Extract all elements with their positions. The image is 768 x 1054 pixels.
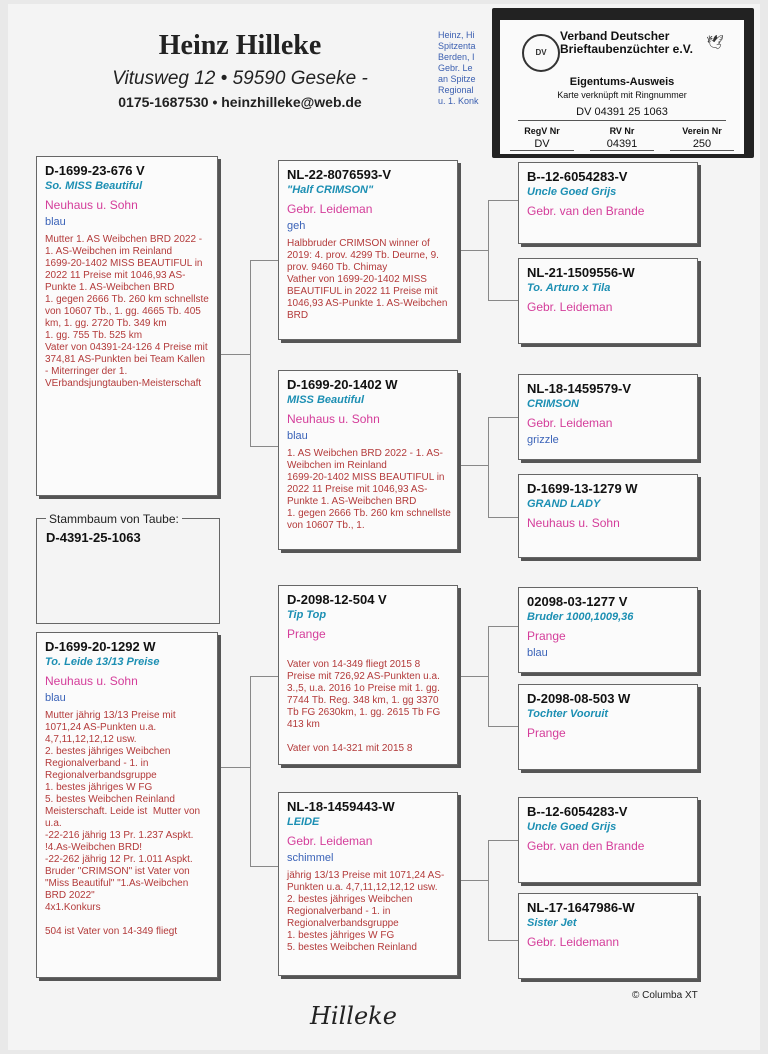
- breeder: Neuhaus u. Sohn: [287, 412, 380, 426]
- connector: [488, 417, 518, 418]
- side-text-line: Regional: [438, 85, 474, 95]
- connector: [488, 300, 518, 301]
- pigeon-name: LEIDE: [287, 816, 320, 828]
- ring-number: B--12-6054283-V: [527, 804, 628, 819]
- pigeon-name: GRAND LADY: [527, 498, 601, 510]
- pigeon-paternal-grandmother: [278, 370, 458, 550]
- copyright: © Columba XT: [632, 990, 698, 1001]
- card-subtitle: Karte verknüpft mit Ringnummer: [557, 90, 687, 100]
- feather-color: blau: [45, 216, 66, 228]
- breeder-address: Vitusweg 12 • 59590 Geseke -: [112, 68, 368, 89]
- breeder: Prange: [287, 627, 326, 641]
- performance-notes: 1. AS Weibchen BRD 2022 - 1. AS-Weibchen im Reinland 1699-20-1402 MISS BEAUTIFUL in 2022 11 Preise mit 1046,93 AS-Punkte 1. AS-Weibchen BRD 1. gegen 2666 Tb. 260 km schnellste von 10607 Tb., 1.: [287, 448, 451, 531]
- pigeon-name: To. Arturo x Tila: [527, 282, 611, 294]
- pigeon-name: MISS Beautiful: [287, 394, 365, 406]
- ring-number: D-1699-23-676 V: [45, 163, 145, 178]
- breeder-contact: 0175-1687530 • heinzhilleke@web.de: [118, 94, 362, 110]
- connector: [250, 446, 278, 447]
- ring-number: NL-17-1647986-W: [527, 900, 635, 915]
- breeder: Gebr. van den Brande: [527, 839, 645, 853]
- connector: [488, 517, 518, 518]
- card-org-line: Brieftaubenzüchter e.V.: [560, 42, 693, 56]
- pigeon-name: CRIMSON: [527, 398, 579, 410]
- connector: [250, 260, 251, 446]
- card-column-header: Verein Nr: [682, 126, 722, 136]
- connector: [488, 940, 518, 941]
- ownership-card-inner: [500, 20, 744, 154]
- breeder: Prange: [527, 629, 566, 643]
- ring-number: NL-21-1509556-W: [527, 265, 635, 280]
- feather-color: grizzle: [527, 434, 559, 446]
- performance-notes: Mutter jährig 13/13 Preise mit 1071,24 AS-Punkten u.a. 4,7,11,12,12,12 usw. 2. bestes jähriges Weibchen Regionalverband - 1. in Regionalverbandsgruppe 1. bestes jähriges W FG 5. bestes Weibchen Reinland Meisterschaft. Leide ist Mutter von u.a. -22-216 jährig 13 Pr. 1.237 Aspkt. !4.As-Weibchen BRD! -22-262 jährig 12 Pr. 1.011 Aspkt. Bruder "CRIMSON" ist Vater von "Miss Beautiful" "1.As-Weibchen BRD 2022" 4x1.Konkurs 504 ist Vater von 14-349 fliegt: [45, 710, 201, 937]
- card-column-regv: [510, 126, 574, 151]
- performance-notes: Halbbruder CRIMSON winner of 2019: 4. prov. 4299 Tb. Deurne, 9. prov. 9460 Tb. Chimay Vather von 1699-20-1402 MISS BEAUTIFUL in 2022 11 Preise mit 1046,93 AS-Punkte 1. AS-Weibchen BRD: [287, 238, 448, 321]
- performance-notes: Vater von 14-349 fliegt 2015 8 Preise mit 726,92 AS-Punkten u.a. 3.,5, u.a. 2016 1o Preise mit 1. gg. 7744 Tb. Reg. 348 km, 1. gg 3370 Tb FG 2630km, 1. gg. 2615 Tb FG 413 km Vater von 14-321 mit 2015 8: [287, 659, 441, 754]
- pigeon-maternal-grandmother: [278, 792, 458, 976]
- pigeon-father: [36, 156, 218, 496]
- card-column-rv: [590, 126, 654, 151]
- side-text-line: an Spitze: [438, 74, 476, 84]
- breeder: Gebr. van den Brande: [527, 204, 645, 218]
- performance-notes: Mutter 1. AS Weibchen BRD 2022 - 1. AS-Weibchen im Reinland 1699-20-1402 MISS BEAUTIFUL in 2022 11 Preise mit 1046,93 AS-Punkte 1. AS-Weibchen BRD 1. gegen 2666 Tb. 260 km schnellste von 10607 Tb., 1. gg. 4665 Tb. 405 km, 1. gg. 2720 Tb. 349 km 1. gg. 755 Tb. 525 km Vater von 04391-24-126 4 Preise mit 374,81 AS-Punkten bei Team Kallen - Miterringer der 1. VErbandsjungtauben-Meisterschaft: [45, 234, 209, 389]
- card-org-line: Verband Deutscher: [560, 29, 670, 43]
- side-text-line: Heinz, Hi: [438, 30, 475, 40]
- pigeon-name: Sister Jet: [527, 917, 577, 929]
- connector: [250, 676, 278, 677]
- pigeon-maternal-grandfather: [278, 585, 458, 765]
- connector: [488, 626, 518, 627]
- pigeon-paternal-grandfather: [278, 160, 458, 340]
- connector: [488, 200, 518, 201]
- breeder: Gebr. Leideman: [287, 834, 373, 848]
- subject-label: Stammbaum von Taube:: [46, 512, 182, 526]
- pigeon-mother: [36, 632, 218, 978]
- breeder: Prange: [527, 726, 566, 740]
- pigeon-name: Bruder 1000,1009,36: [527, 611, 634, 623]
- pigeon-fmf: [518, 374, 698, 460]
- card-title: Eigentums-Ausweis: [569, 76, 675, 88]
- signature: Hilleke: [310, 1002, 397, 1030]
- breeder: Neuhaus u. Sohn: [45, 198, 138, 212]
- connector: [488, 626, 489, 726]
- side-text-line: Berden, I: [438, 52, 475, 62]
- pigeon-name: "Half CRIMSON": [287, 184, 374, 196]
- ring-number: D-1699-20-1292 W: [45, 639, 156, 654]
- card-column-header: RegV Nr: [524, 126, 560, 136]
- pigeon-fff: [518, 162, 698, 244]
- ring-number: B--12-6054283-V: [527, 169, 628, 184]
- ring-number: D-1699-20-1402 W: [287, 377, 398, 392]
- connector: [218, 354, 250, 355]
- pigeon-name: Uncle Goed Grijs: [527, 186, 617, 198]
- breeder: Neuhaus u. Sohn: [45, 674, 138, 688]
- connector: [488, 840, 489, 940]
- pigeon-name: Tip Top: [287, 609, 327, 621]
- connector: [250, 676, 251, 866]
- breeder-name: Heinz Hilleke: [158, 30, 322, 61]
- side-text-line: Spitzenta: [438, 41, 476, 51]
- pigeon-ffm: [518, 258, 698, 344]
- ring-number: D-2098-08-503 W: [527, 691, 631, 706]
- feather-color: geh: [287, 220, 306, 232]
- ring-number: D-2098-12-504 V: [287, 592, 387, 607]
- card-column-verein: [670, 126, 734, 151]
- connector: [488, 840, 518, 841]
- connector: [488, 417, 489, 517]
- card-ring-number: DV 04391 25 1063: [518, 106, 726, 121]
- pigeon-name: Uncle Goed Grijs: [527, 821, 617, 833]
- feather-color: blau: [287, 430, 308, 442]
- pigeon-icon: 🕊: [706, 34, 724, 50]
- connector: [458, 465, 488, 466]
- feather-color: blau: [45, 692, 66, 704]
- card-column-value: 04391: [590, 138, 654, 151]
- connector: [250, 260, 278, 261]
- ring-number: NL-18-1459579-V: [527, 381, 632, 396]
- pigeon-fmm: [518, 474, 698, 558]
- breeder: Gebr. Leideman: [527, 416, 613, 430]
- performance-notes: jährig 13/13 Preise mit 1071,24 AS-Punkten u.a. 4,7,11,12,12,12 usw. 2. bestes jähriges Weibchen Regionalverband - 1. in Regionalverbandsgruppe 1. bestes jähriges W FG 5. bestes Weibchen Reinland: [287, 870, 445, 953]
- ring-number: 02098-03-1277 V: [527, 594, 628, 609]
- side-text-line: u. 1. Konk: [438, 96, 479, 106]
- overlapped-side-text: [438, 30, 498, 107]
- pigeon-mmm: [518, 893, 698, 979]
- subject-ring: D-4391-25-1063: [46, 530, 141, 545]
- feather-color: schimmel: [287, 852, 334, 864]
- ring-number: D-1699-13-1279 W: [527, 481, 638, 496]
- breeder: Gebr. Leidemann: [527, 935, 620, 949]
- breeder: Neuhaus u. Sohn: [527, 516, 620, 530]
- connector: [458, 250, 488, 251]
- connector: [218, 767, 250, 768]
- feather-color: blau: [527, 647, 548, 659]
- pigeon-name: Tochter Vooruit: [527, 708, 609, 720]
- ownership-card: [492, 8, 754, 158]
- ring-number: NL-22-8076593-V: [287, 167, 392, 182]
- pigeon-mff: [518, 587, 698, 673]
- card-column-value: DV: [510, 138, 574, 151]
- connector: [488, 200, 489, 300]
- card-column-header: RV Nr: [609, 126, 635, 136]
- ring-number: NL-18-1459443-W: [287, 799, 395, 814]
- connector: [458, 880, 488, 881]
- connector: [488, 726, 518, 727]
- breeder: Gebr. Leideman: [287, 202, 373, 216]
- pigeon-name: So. MISS Beautiful: [45, 180, 143, 192]
- pigeon-mmf: [518, 797, 698, 883]
- vdbt-logo-icon: DV: [522, 34, 560, 72]
- breeder: Gebr. Leideman: [527, 300, 613, 314]
- connector: [458, 676, 488, 677]
- card-column-value: 250: [670, 138, 734, 151]
- side-text-line: Gebr. Le: [438, 63, 473, 73]
- pigeon-name: To. Leide 13/13 Preise: [45, 656, 160, 668]
- connector: [250, 866, 278, 867]
- pigeon-mfm: [518, 684, 698, 770]
- card-organisation: [560, 30, 693, 56]
